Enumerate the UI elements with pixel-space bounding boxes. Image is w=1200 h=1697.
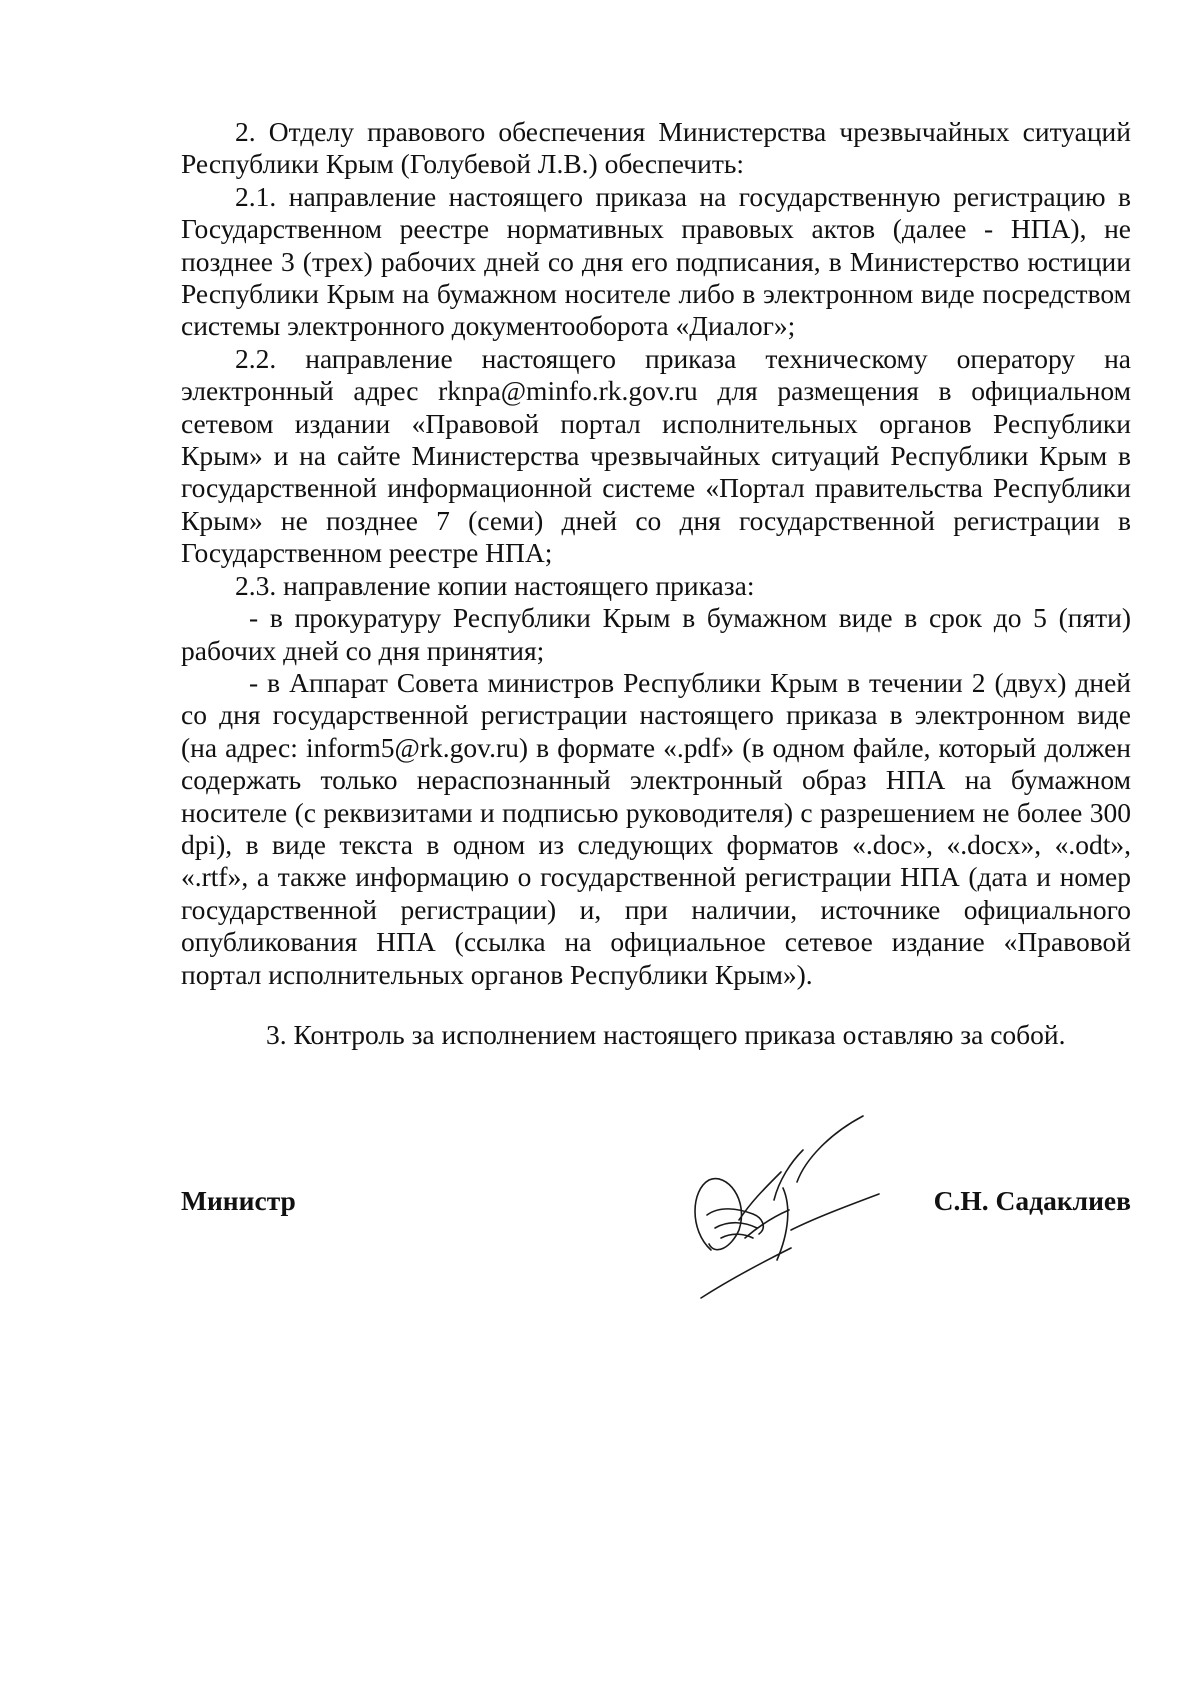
signer-position: Министр	[181, 1185, 296, 1216]
signature-block	[181, 1110, 1131, 1300]
paragraph-prosecutor: - в прокуратуру Республики Крым в бумажном виде в срок до 5 (пяти) рабочих дней со дня принятия;	[181, 602, 1131, 666]
paragraph-2: 2. Отделу правового обеспечения Министерства чрезвычайных ситуаций Республики Крым (Голубевой Л.В.) обеспечить:	[181, 116, 1131, 180]
paragraph-3: 3. Контроль за исполнением настоящего приказа оставляю за собой.	[266, 1018, 1066, 1050]
paragraph-2-2: 2.2. направление настоящего приказа техническому оператору на электронный адрес rknpa@minfo.rk.gov.ru для размещения в официальном сетевом издании «Правовой портал исполнительных органов Республики Крым» и на сайте Министерства чрезвычайных ситуаций Республики Крым в государственной информационной системе «Портал правительства Республики Крым» не позднее 7 (семи) дней со дня государственной регистрации в Государственном реестре НПА;	[181, 342, 1131, 569]
signer-name: С.Н. Садаклиев	[933, 1185, 1131, 1216]
handwritten-signature	[679, 1110, 889, 1300]
paragraph-2-3: 2.3. направление копии настоящего приказа:	[235, 569, 755, 601]
paragraph-council-apparatus: - в Аппарат Совета министров Республики Крым в течении 2 (двух) дней со дня государственной регистрации настоящего приказа в электронном виде (на адрес: inform5@rk.gov.ru) в формате «.pdf» (в одном файле, который должен содержать только нераспознанный электронный образ НПА на бумажном носителе (с реквизитами и подписью руководителя) с разрешением не более 300 dpi), в виде текста в одном из следующих форматов «.doc», «.docx», «.odt», «.rtf», а также информацию о государственной регистрации НПА (дата и номер государственной регистрации) и, при наличии, источнике официального опубликования НПА (ссылка на официальное сетевое издание «Правовой портал исполнительных органов Республики Крым»).	[181, 666, 1131, 990]
document-body	[181, 116, 1131, 1051]
paragraph-2-1: 2.1. направление настоящего приказа на государственную регистрацию в Государственном реестре нормативных правовых актов (далее - НПА), не позднее 3 (трех) рабочих дней со дня его подписания, в Министерство юстиции Республики Крым на бумажном носителе либо в электронном виде посредством системы электронного документооборота «Диалог»;	[181, 180, 1131, 342]
